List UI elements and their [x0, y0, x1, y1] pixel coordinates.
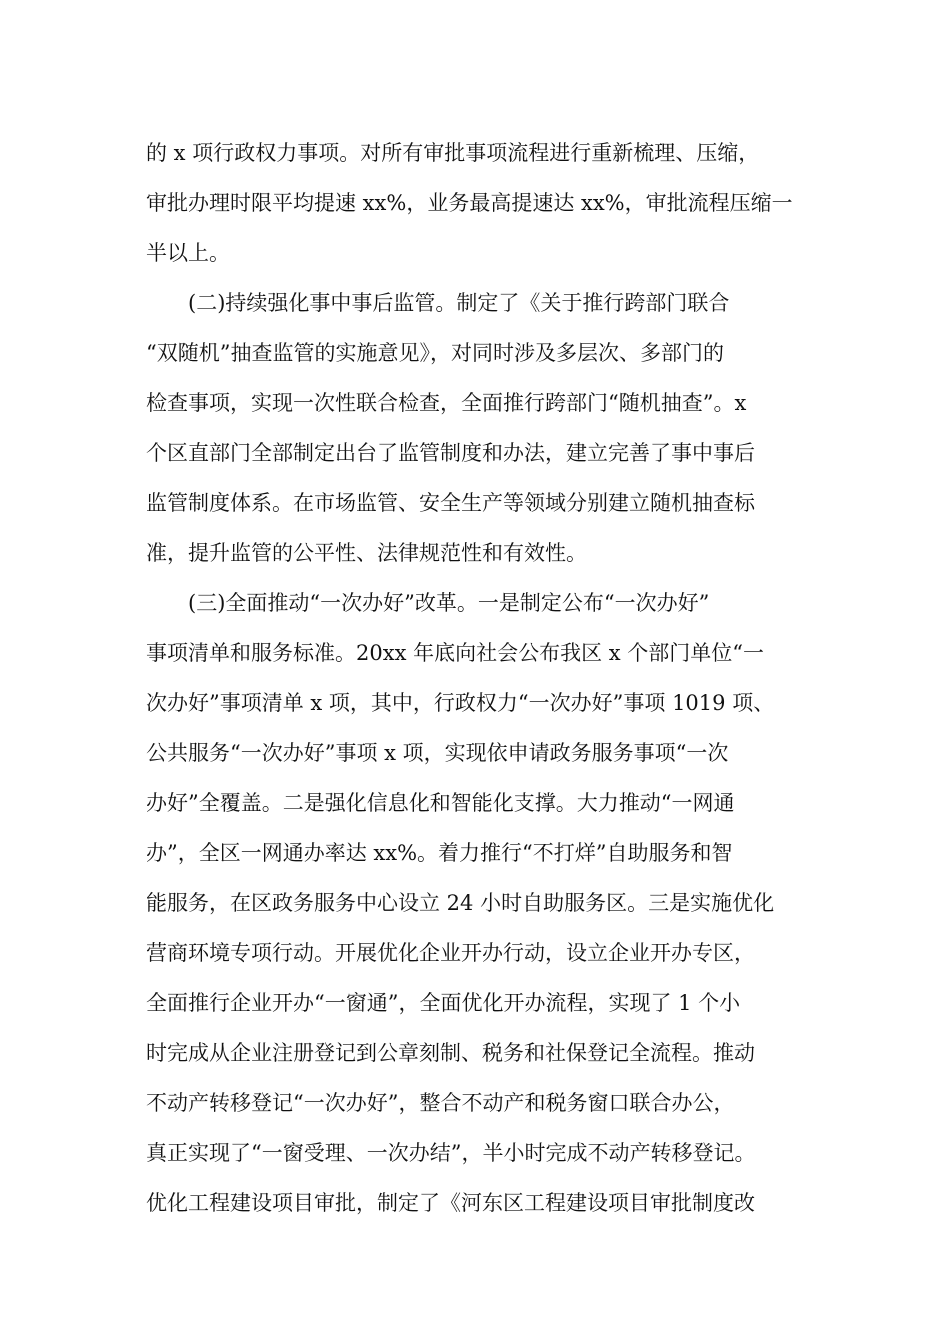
document-body [146, 128, 826, 1228]
section-heading-line: (三)全面推动“一次办好”改革。一是制定公布“一次办好” [188, 591, 710, 615]
text-line: 营商环境专项行动。开展优化企业开办行动，设立企业开办专区， [146, 941, 755, 965]
text-line: 的 x 项行政权力事项。对所有审批事项流程进行重新梳理、压缩， [146, 141, 760, 165]
text-line: 事项清单和服务标准。20xx 年底向社会公布我区 x 个部门单位“一 [146, 641, 765, 665]
text-line: 优化工程建设项目审批，制定了《河东区工程建设项目审批制度改 [146, 1191, 755, 1215]
text-line: 能服务，在区政务服务中心设立 24 小时自助服务区。三是实施优化 [146, 891, 775, 915]
text-line: 不动产转移登记“一次办好”，整合不动产和税务窗口联合办公， [146, 1091, 735, 1115]
text-line: 办好”全覆盖。二是强化信息化和智能化支撑。大力推动“一网通 [146, 791, 735, 815]
text-line: 公共服务“一次办好”事项 x 项，实现依申请政务服务事项“一次 [146, 741, 729, 765]
text-line: 监管制度体系。在市场监管、安全生产等领域分别建立随机抽查标 [146, 491, 755, 515]
text-line: 时完成从企业注册登记到公章刻制、税务和社保登记全流程。推动 [146, 1041, 755, 1065]
section-heading-line: (二)持续强化事中事后监管。制定了《关于推行跨部门联合 [188, 291, 730, 315]
text-line: “双随机”抽查监管的实施意见》，对同时涉及多层次、多部门的 [146, 341, 724, 365]
text-line: 全面推行企业开办“一窗通”，全面优化开办流程，实现了 1 个小 [146, 991, 741, 1015]
text-line: 准，提升监管的公平性、法律规范性和有效性。 [146, 541, 587, 565]
text-line: 审批办理时限平均提速 xx%，业务最高提速达 xx%，审批流程压缩一 [146, 191, 793, 215]
text-line: 半以上。 [146, 241, 230, 265]
text-line: 次办好”事项清单 x 项，其中，行政权力“一次办好”事项 1019 项、 [146, 691, 775, 715]
text-line: 真正实现了“一窗受理、一次办结”，半小时完成不动产转移登记。 [146, 1141, 756, 1165]
text-line: 个区直部门全部制定出台了监管制度和办法，建立完善了事中事后 [146, 441, 755, 465]
text-line: 办”，全区一网通办率达 xx%。着力推行“不打烊”自助服务和智 [146, 841, 733, 865]
text-line: 检查事项，实现一次性联合检查，全面推行跨部门“随机抽查”。x [146, 391, 747, 415]
